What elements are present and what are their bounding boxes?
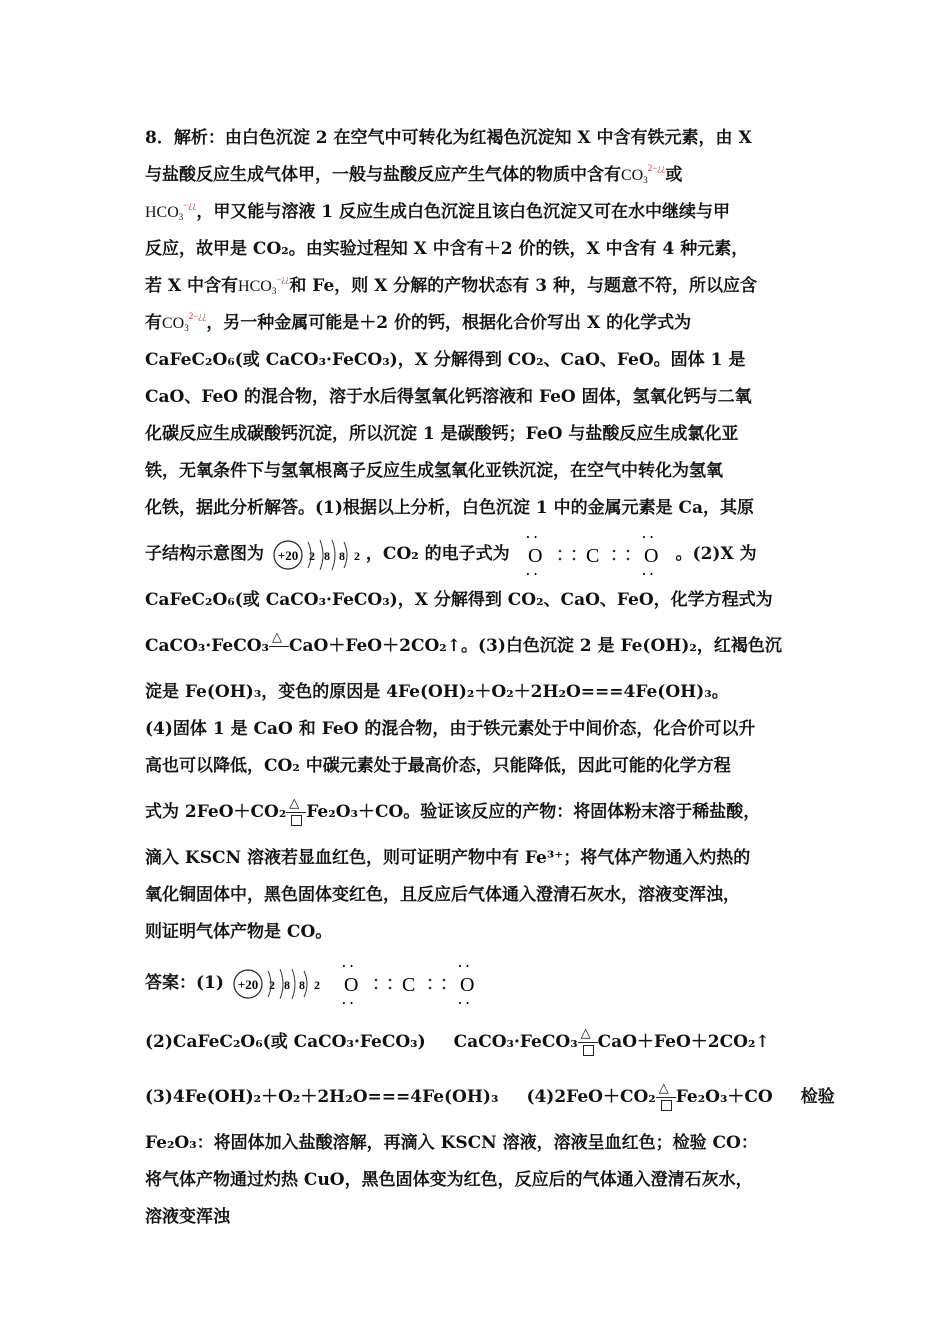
svg-text:+20: +20 xyxy=(237,976,259,992)
analysis-line-10: 铁，无氧条件下与氢氧根离子反应生成氢氧化亚铁沉淀，在空气中转化为氢氧 xyxy=(145,461,723,481)
co2-electron-formula xyxy=(516,530,676,580)
answer-label: 答案： xyxy=(145,973,196,993)
carbonate-ion: $CO_3^{2-¿¿}$ xyxy=(621,163,666,185)
svg-text:C: C xyxy=(585,544,599,567)
answer-part-1: (1) xyxy=(196,973,224,993)
analysis-text: 若 X 中含有 xyxy=(145,276,239,296)
bicarbonate-ion: $HCO_3^{-¿¿}$ xyxy=(238,274,290,296)
analysis-line-3 xyxy=(145,194,815,231)
analysis-line-1 xyxy=(145,120,815,157)
analysis-text: 和 Fe，则 X 分解的产物状态有 3 种，与题意不符，所以应含 xyxy=(289,276,757,296)
analysis-line-4: 反应，故甲是 CO₂。由实验过程知 X 中含有＋2 价的铁，X 中含有 4 种元素， xyxy=(145,239,749,259)
analysis-text: ，另一种金属可能是＋2 价的钙，根据化合价写出 X 的化学式为 xyxy=(206,313,692,333)
answer-equation: Fe₂O₃＋CO xyxy=(675,1087,773,1107)
answer-equation: CaCO₃·FeCO₃ xyxy=(453,1032,578,1052)
analysis-text: Fe₂O₃＋CO。验证该反应的产物：将固体粉末溶于稀盐酸， xyxy=(306,802,761,822)
svg-text:O: O xyxy=(343,973,359,996)
analysis-line-18 xyxy=(145,785,815,840)
co2-electron-formula xyxy=(332,959,492,1009)
svg-text:· ·: · · xyxy=(457,996,470,1009)
svg-text:· ·: · · xyxy=(341,996,354,1009)
analysis-text: ，CO₂ 的电子式为 xyxy=(365,544,510,564)
analysis-text: CaCO₃·FeCO₃ xyxy=(145,636,269,656)
analysis-line-8: CaO、FeO 的混合物，溶于水后得氢氧化钙溶液和 FeO 固体，氢氧化钙与二氧 xyxy=(145,387,752,407)
calcium-atom-structure-diagram xyxy=(230,959,326,1009)
answer-line-2 xyxy=(145,1015,815,1070)
analysis-line-14 xyxy=(145,619,815,674)
analysis-line-13: CaFeC₂O₆(或 CaCO₃·FeCO₃)，X 分解得到 CO₂、CaO、FeO，化学方程式为 xyxy=(145,590,773,610)
calcium-atom-structure-diagram xyxy=(270,530,366,580)
analysis-text: 或 xyxy=(665,165,683,185)
svg-text:· ·: · · xyxy=(525,530,538,544)
svg-text:O: O xyxy=(459,973,475,996)
heating-condition-symbol: △ xyxy=(269,637,289,657)
answer-part-3: (3)4Fe(OH)₂＋O₂＋2H₂O===4Fe(OH)₃ xyxy=(145,1087,499,1107)
analysis-text: 子结构示意图为 xyxy=(145,544,264,564)
answer-line-3 xyxy=(145,1070,835,1125)
analysis-text: 与盐酸反应生成气体甲，一般与盐酸反应产生气体的物质中含有 xyxy=(145,165,621,185)
heating-condition-symbol: △ xyxy=(578,1033,598,1053)
analysis-line-19: 滴入 KSCN 溶液若显血红色，则可证明产物中有 Fe³⁺；将气体产物通入灼热的 xyxy=(145,848,751,868)
analysis-text: 式为 2FeO＋CO₂ xyxy=(145,802,287,822)
svg-text:2 8 8 2: 2 8 8 2 xyxy=(268,977,323,992)
answer-part-4: (4)2FeO＋CO₂ xyxy=(526,1087,656,1107)
answer-line-4: Fe₂O₃：将固体加入盐酸溶解，再滴入 KSCN 溶液，溶液呈血红色；检验 CO： xyxy=(145,1133,758,1153)
svg-text:· ·: · · xyxy=(525,567,538,580)
answer-line-5: 将气体产物通过灼热 CuO，黑色固体变为红色，反应后的气体通入澄清石灰水， xyxy=(145,1170,753,1190)
analysis-line-15: 淀是 Fe(OH)₃，变色的原因是 4Fe(OH)₂＋O₂＋2H₂O===4Fe(OH)₃。 xyxy=(145,682,729,702)
answer-line-1 xyxy=(145,951,815,1015)
analysis-line-11: 化铁，据此分析解答。(1)根据以上分析，白色沉淀 1 中的金属元素是 Ca，其原 xyxy=(145,498,755,518)
answer-equation: CaO＋FeO＋2CO₂↑ xyxy=(597,1032,770,1052)
analysis-text: 由白色沉淀 2 在空气中可转化为红褐色沉淀知 X 中含有铁元素，由 X xyxy=(224,128,752,148)
analysis-line-21: 则证明气体产物是 CO。 xyxy=(145,922,333,942)
svg-text:· ·: · · xyxy=(341,959,354,973)
analysis-line-9: 化碳反应生成碳酸钙沉淀，所以沉淀 1 是碳酸钙；FeO 与盐酸反应生成氯化亚 xyxy=(145,424,739,444)
svg-text:· ·: · · xyxy=(457,959,470,973)
heating-condition-symbol: △ xyxy=(656,1088,676,1108)
bicarbonate-ion: $HCO_3^{-¿¿}$ xyxy=(145,200,197,222)
analysis-line-17: 高也可以降低，CO₂ 中碳元素处于最高价态，只能降低，因此可能的化学方程 xyxy=(145,756,731,776)
analysis-line-16: (4)固体 1 是 CaO 和 FeO 的混合物，由于铁元素处于中间价态，化合价可以升 xyxy=(145,719,756,739)
analysis-line-5 xyxy=(145,268,815,305)
carbonate-ion: $CO_3^{2-¿¿}$ xyxy=(162,311,207,333)
analysis-text: ，甲又能与溶液 1 反应生成白色沉淀且该白色沉淀又可在水中继续与甲 xyxy=(196,202,731,222)
answer-part-2: (2)CaFeC₂O₆(或 CaCO₃·FeCO₃) xyxy=(145,1032,426,1052)
analysis-line-6 xyxy=(145,305,815,342)
analysis-text: 有 xyxy=(145,313,162,333)
heating-condition-symbol: △ xyxy=(286,803,306,823)
analysis-label: 解析： xyxy=(173,128,225,148)
svg-text:O: O xyxy=(643,544,658,567)
svg-text:· ·: · · xyxy=(641,567,654,580)
answer-line-6: 溶液变浑浊 xyxy=(145,1207,230,1227)
analysis-line-12 xyxy=(145,527,815,582)
analysis-text: 。(2)X 为 xyxy=(675,544,757,564)
analysis-text: CaO＋FeO＋2CO₂↑。(3)白色沉淀 2 是 Fe(OH)₂，红褐色沉 xyxy=(289,636,782,656)
question-number: 8． xyxy=(145,128,174,148)
analysis-line-7: CaFeC₂O₆(或 CaCO₃·FeCO₃)，X 分解得到 CO₂、CaO、FeO。固体 1 是 xyxy=(145,350,746,370)
svg-text:C: C xyxy=(401,973,416,996)
analysis-line-2 xyxy=(145,157,815,194)
analysis-block xyxy=(145,120,835,1236)
nucleus-charge: +20 xyxy=(277,547,299,563)
analysis-line-20: 氧化铜固体中，黑色固体变红色，且反应后气体通入澄清石灰水，溶液变浑浊， xyxy=(145,885,740,905)
answer-text: 检验 xyxy=(800,1087,835,1107)
electron-shells: 2 8 8 2 xyxy=(308,548,363,563)
svg-text:· ·: · · xyxy=(641,530,654,544)
svg-text:O: O xyxy=(527,544,542,567)
